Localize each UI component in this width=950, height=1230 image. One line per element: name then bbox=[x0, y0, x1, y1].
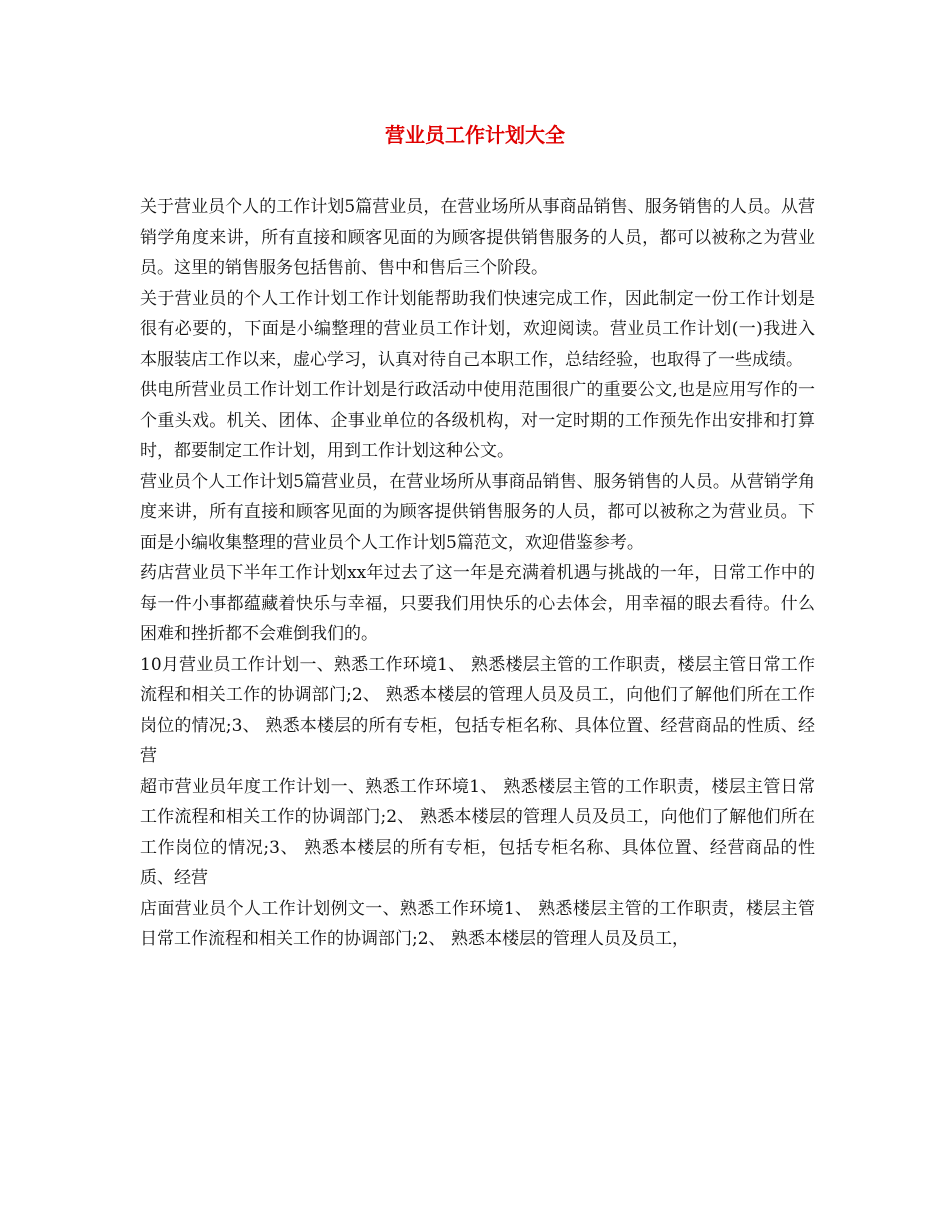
paragraph-1: 关于营业员个人的工作计划5篇营业员，在营业场所从事商品销售、服务销售的人员。从营销学角度来讲，所有直接和顾客见面的为顾客提供销售服务的人员，都可以被称之为营业员。这里的销售服务包括售前、售中和售后三个阶段。 bbox=[140, 197, 815, 278]
paragraph-3: 供电所营业员工作计划工作计划是行政活动中使用范围很广的重要公文,也是应用写作的一个重头戏。机关、团体、企事业单位的各级机构，对一定时期的工作预先作出安排和打算时，都要制定工作计划，用到工作计划这种公文。 bbox=[140, 380, 815, 461]
paragraph-2: 关于营业员的个人工作计划工作计划能帮助我们快速完成工作，因此制定一份工作计划是很有必要的，下面是小编整理的营业员工作计划，欢迎阅读。营业员工作计划(一)我进入本服装店工作以来，虚心学习，认真对待自己本职工作，总结经验，也取得了一些成绩。 bbox=[140, 288, 815, 370]
document-body bbox=[140, 192, 815, 955]
paragraph-5: 药店营业员下半年工作计划xx年过去了这一年是充满着机遇与挑战的一年，日常工作中的每一件小事都蕴藏着快乐与幸福，只要我们用快乐的心去体会，用幸福的眼去看待。什么困难和挫折都不会难倒我们的。 bbox=[140, 563, 815, 644]
paragraph-7: 超市营业员年度工作计划一、熟悉工作环境1、 熟悉楼层主管的工作职责，楼层主管日常工作流程和相关工作的协调部门;2、 熟悉本楼层的管理人员及员工，向他们了解他们所在工作岗位的情况;3、 熟悉本楼层的所有专柜，包括专柜名称、具体位置、经营商品的性质、经营 bbox=[140, 776, 815, 888]
paragraph-6: 10月营业员工作计划一、熟悉工作环境1、 熟悉楼层主管的工作职责，楼层主管日常工作流程和相关工作的协调部门;2、 熟悉本楼层的管理人员及员工，向他们了解他们所在工作岗位的情况;3、 熟悉本楼层的所有专柜，包括专柜名称、具体位置、经营商品的性质、经营 bbox=[140, 654, 815, 766]
paragraph-4: 营业员个人工作计划5篇营业员，在营业场所从事商品销售、服务销售的人员。从营销学角度来讲，所有直接和顾客见面的为顾客提供销售服务的人员，都可以被称之为营业员。下面是小编收集整理的营业员个人工作计划5篇范文，欢迎借鉴参考。 bbox=[140, 471, 815, 553]
paragraph-8: 店面营业员个人工作计划例文一、熟悉工作环境1、 熟悉楼层主管的工作职责，楼层主管日常工作流程和相关工作的协调部门;2、 熟悉本楼层的管理人员及员工， bbox=[140, 898, 815, 949]
document-title: 营业员工作计划大全 bbox=[385, 123, 565, 147]
